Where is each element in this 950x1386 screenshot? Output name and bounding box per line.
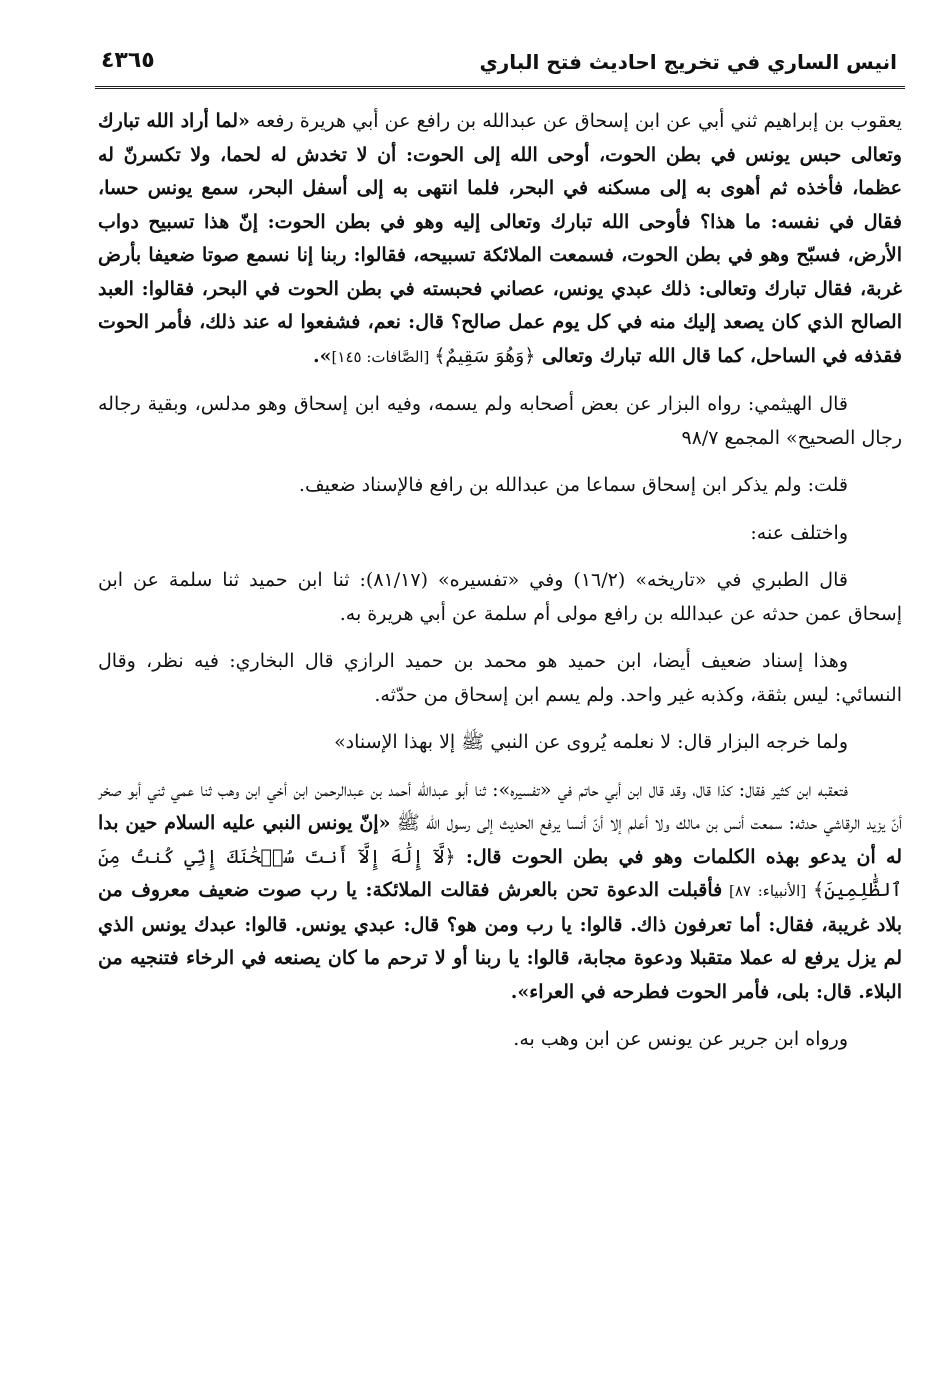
quran-quote: ﴿وَهُوَ سَقِيمٌ﴾ — [434, 344, 536, 367]
hadith-end: ». — [313, 344, 332, 367]
hadith-chain: يعقوب بن إبراهيم ثني أبي عن ابن إسحاق عن عبدالله بن رافع عن أبي هريرة رفعه — [249, 110, 903, 132]
paragraph-isnad-daif: وهذا إسناد ضعيف أيضا، ابن حميد هو محمد بن حميد الرازي قال البخاري: فيه نظر، وقال النسائي: ليس بثقة، وكذبه غير واحد. ولم يسم ابن إسحاق من حدّثه. — [98, 650, 902, 706]
paragraph-haythami: قال الهيثمي: رواه البزار عن بعض أصحابه ولم يسمه، وفيه ابن إسحاق وهو مدلس، وبقية رجاله رجال الصحيح» المجمع ٩٨/٧ — [98, 393, 902, 449]
paragraph-ibn-jarir: ورواه ابن جرير عن يونس عن ابن وهب به. — [513, 1028, 848, 1050]
paragraph-ibn-kathir — [98, 774, 902, 1010]
ibn-kathir-intro: فتعقبه ابن كثير فقال: كذا قال، وقد قال ابن أبي حاتم في «تفسيره»: ثنا أبو عبدالله أحمد بن عبدالرحمن ابن أخي ابن وهب ثنا عمي ثني أبو صخر أنّ يزيد الرقاشي حدثه: سمعت أنس بن مالك ولا أعلم إلا أنّ أنسا يرفع الحديث إلى رسول الله ﷺ — [98, 778, 902, 834]
paragraph-hadith-text — [98, 105, 902, 374]
book-title: انيس الساري في تخريج احاديث فتح الباري — [479, 50, 897, 74]
paragraph-qultu: قلت: ولم يذكر ابن إسحاق سماعا من عبدالله بن رافع فالإسناد ضعيف. — [298, 474, 848, 496]
page-body — [98, 105, 902, 1071]
paragraph-tabari: قال الطبري في «تاريخه» (١٦/٢) وفي «تفسيره» (٨١/١٧): ثنا ابن حميد ثنا سلمة عن ابن إسحاق عمن حدثه عن عبدالله بن رافع مولى أم سلمة عن أبي هريرة به. — [98, 569, 902, 625]
quran-quote-2: ﴿لَّآ إِلَٰهَ إِلَّآ أَنتَ سُبۡحَٰنَكَ إِنِّي كُنتُ مِنَ ٱلظَّٰلِمِينَ﴾ — [98, 845, 903, 901]
hadith-matn-3: فأقبلت الدعوة تحن بالعرش فقالت الملائكة: يا رب صوت ضعيف معروف من بلاد غريبة، فقال: أما تعرفون ذاك. قالوا: يا رب ومن هو؟ قال: عبدي يونس. قالوا: عبدك يونس الذي لم يزل يرفع له عملا متقبلا ودعوة مجابة، قالوا: يا ربنا أو لا ترحم ما كان يصنعه في الرخاء فتنجيه من البلاء. قال: بلى، فأمر الحوت فطرحه في العراء». — [98, 879, 902, 1003]
hadith-matn: «لما أراد الله تبارك وتعالى حبس يونس في بطن الحوت، أوحى الله إلى الحوت: أن لا تخدش له لحما، ولا تكسرنّ له عظما، فأخذه ثم أهوى به إلى مسكنه في البحر، فلما انتهى به إلى أسفل البحر، سمع يونس حسا، فقال في نفسه: ما هذا؟ فأوحى الله تبارك وتعالى إليه وهو في بطن الحوت: إنّ هذا تسبيح دواب الأرض، فسبّح وهو في بطن الحوت، فسمعت الملائكة تسبيحه، فقالوا: ربنا إنا نسمع صوتا ضعيفا بأرض غربة، فقال تبارك وتعالى: ذلك عبدي يونس، عصاني فحبسته في بطن الحوت في البحر، فقالوا: العبد الصالح الذي كان يصعد إليك منه في كل يوم عمل صالح؟ قال: نعم، فشفعوا له عند ذلك، فأمر الحوت فقذفه في الساحل، كما قال الله تبارك وتعالى — [98, 110, 902, 367]
page-number: ٤٣٦٥ — [101, 48, 155, 73]
quran-reference: [الصَّافات: ١٤٥] — [331, 347, 435, 366]
page-header — [95, 38, 905, 89]
paragraph-ikhtilaf: واختلف عنه: — [750, 521, 848, 544]
hadith-matn-2: «إنّ يونس النبي عليه السلام حين بدا له أن يدعو بهذه الكلمات وهو في بطن الحوت قال: — [98, 812, 902, 868]
quran-reference-2: [الأنبياء: ٨٧] — [722, 882, 813, 900]
paragraph-bazzar: ولما خرجه البزار قال: لا نعلمه يُروى عن النبي ﷺ إلا بهذا الإسناد» — [334, 731, 848, 753]
